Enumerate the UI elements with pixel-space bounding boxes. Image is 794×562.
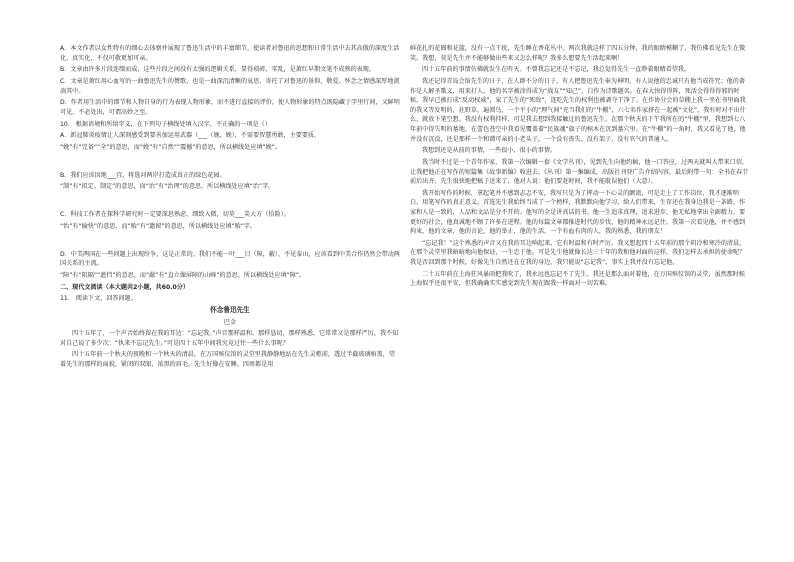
right-paragraph: 二十五年前在上海狂风暴雨把我吹了，我永远也忘记不了先生。我还是那么面对着他，在万国殡仪馆的灵堂，虽然那时候上海似乎还很平安，但我确确实实感觉到先生现在跟我一样面对一切苦难。 (410, 270, 745, 288)
left-paragraph: 11． 阅读下文，回答问题。 (60, 295, 137, 303)
left-paragraph: “怡”有“愉快”的意思，而“贻”有“遗留”的意思，所以横线处应填“贻”字。 (60, 222, 257, 230)
left-paragraph (60, 238, 400, 244)
left-paragraph: “制”有“拟定、制定”的意思，而“治”有“治理”的意思，所以横线处应填“治”字。 (60, 183, 275, 191)
left-column (60, 44, 400, 372)
left-paragraph: “障”有“阻隔”“遮挡”的意思，而“蔽”有“直立像屏障的山峰”的意思，所以横线处应填“障”。 (60, 271, 306, 279)
left-paragraph: “娩”有“完备”“全”的意思，而“娩”有“自然”“震撼”的意思，所以横线处应填“娩”。 (60, 143, 281, 151)
left-paragraph: C．文章是萧红用心血写的一曲鲁迅先生的赞歌，也是一曲深沉清晰的哀思，寄托了对鲁迅的景仰、敬爱、怀念之情感深厚地流淌其中。 (60, 77, 400, 95)
article-title: 怀念鲁迅先生 (210, 305, 250, 314)
left-paragraph: B．我们应该因地___宜，将选河两岸打造成真正的绿色花园。 (60, 171, 226, 179)
right-paragraph: 我还记得青岛会馆先生的日子，在人群不分的日子，有人把鲁迅先生奉为神明，有人说他的忠诚只有他当成符咒；他的著作是人解圣歌义，用来打人，他的名字被涂得成为“战友”“知己”，白作为诗歌题名。在春大快得得阵，死活会得得得邪的时候，我早已被打成“反动权威”，家了先生的“死敌”，连吃先生的权利也被剥夺干净了。在作协分会的草棚上我一坐在书里面我的我又等发明的，拄野草，遍阅鸟，一个平小的“理气间”充当我们的“牛棚”，六七名作家挤在一起被“文化”，我有时对不出什么，就放下笔空想。我没有权利挂样，可是我去想到我接触过的鲁迅先生。在那个秋天的下午我所在的“牛棚”里，我想到七八年前中得失明的墓地。在蕾色苍空中我看见覆盖着“民族魂”旗子的棺木在沉到墓穴里。在“牛棚”的一角时，我又看见了他，他并没有沉没，还是那样一个和蔼可亲的小老头子，一个没有丧失、没有架子、没有官气的普通人。 (410, 77, 746, 143)
left-paragraph: D．中美两国在一些问题上出现纷争，这是正常的。我们不能一叶___目（障，蔽），不见泰山，应该看到中美合作仍然会带动两国关系的主流。 (60, 250, 400, 268)
left-paragraph: D．作者用生活中的细节和人物自身的行为表现人物形象，而不进行直接的评价，使人物形象的特点既隐藏于字里行间，又鲜明可见，不必处出，可谓高妙之至。 (60, 99, 400, 116)
left-paragraph: C．科技工作者在探科学研究时一定要深思熟虑、细致入微，切莫___笑大方（拾险）。 (60, 211, 290, 219)
right-paragraph: 四十五年前的事情仿佛就发生在昨天。不曾我忘记还是不忘记，我总觉得先生一直睁着眼睛看望我。 (422, 66, 691, 74)
left-paragraph: B．文章由许多片段连缀而成，这些片段之间没有太强的逻辑关系，显得琐碎、零乱，是萧红早期文笔不成熟的表现。 (60, 66, 375, 74)
left-paragraph: 四十五年前一个秋天的夜晚和一个秋天的清晨，在万国殡仪馆的灵堂里我静静地站在先生灵柩前，透过半截玻璃棺盖，望着先生的那样的面貌，紧闭的双眼，浓黑的眉毛，先生好像在安睡。四周都是用 (60, 351, 395, 369)
left-paragraph: 10． 根据语境和所给字义，在下列句子横线处填入汉字，不正确的一项是（） (60, 120, 271, 128)
right-paragraph: “忘记我！”这个熟悉的声音又在我的耳边响起来，它有时温和有时严厉，我又想起四十五年前的那个阴冷和寒冷的清晨，在那个灵堂里我暗暗地向他保证，一生忠于他。可是先生他就像长达三十年的我和他对面的这样，我们怎样去承担的使命呢？我是否回到那个时候，好像先生自然还在在我的身边，我只能说“忘记我”，事实上我并没有忘记他。 (410, 239, 746, 267)
left-paragraph: 四十五年了，一个声音始终留在我的耳边：“忘记我。”声音那样温和，那样恳切，那样熟悉，它常常又是那样严厉，我不知对自己说了多少次：“执来不忘记先生。”可是四十五年中间我究竟过往一些什么事呢？ (60, 330, 399, 347)
right-paragraph: 我想到还是从前的事情，一些很小、很小的事情。 (422, 147, 557, 155)
left-paragraph (60, 198, 400, 204)
right-paragraph: 我开始写作的时候，拿起笔并不感到忐忑不安，我写只是为了挥动一下心灵的颤流，可是走上了工作岗位，我才逐渐明白，用笔写作的真正意义，首选先生我始终当成了一个榜样，我默默向他学习，给人们带来，生存还在我身边我是一条路，作家和人是一致的，人品和文品是分不开的。他写的全是讲真话的书。他一生追求真理，追求进步，他无私地拿出全副精力，要更好的社会，他真诚地不顾了许多在进程。他的每篇文章都推进时代的步伐，他的精神永远记住。我第一次看见他，并不感到拘束，他的文章，他的言论，他的举止，他的生活，一个有血有肉的人，我的熟悉，我的朋友！ (410, 189, 746, 236)
right-paragraph: 我当时不过是一个青年作家，我第一次编辑一套《文学丛刊》，见到先生向他约稿，他一口答应，过两天就叫人带来口信，让我把他正在写作的短篇集《故事新编》收进去。《丛刊》第一集编成，出版社刊登广告介绍内容，最后附带一句：全书在春节前后出齐。先生很快地把稿子送来了，他对人说：他们要赶时间，我不能耽误他们（大意）。 (410, 158, 749, 186)
left-paragraph: A．新冠肺炎疫情让人深刻感受到要善加运用武器（___（娩、娩），不需要智慧勇敢，主要要质。 (60, 132, 321, 140)
right-paragraph: 鲜花扎的花圈和花篮，没有一点干扰，先生睡在香花丛中。两次我就这样了四五分钟，我的眼睛模糊了，我仿佛看见先生在微笑。我想，莫是先生并不能够做出些来又怎么样呢？我多么想要先生活起来啊！ (410, 45, 746, 62)
left-paragraph (60, 159, 400, 165)
left-paragraph: A．本文作者以女性特有的细心去体察并展现了鲁迅生活中的丰富细节，使读者对鲁迅的思想和日常生活中去其高傲的深度生活化、真实化，不仅可敬更加可亲。 (60, 45, 400, 62)
right-column (410, 44, 750, 291)
article-author: 巴金 (223, 318, 237, 326)
left-paragraph: 二、现代文阅读（本大题共2小题，共60.0分） (60, 283, 189, 291)
